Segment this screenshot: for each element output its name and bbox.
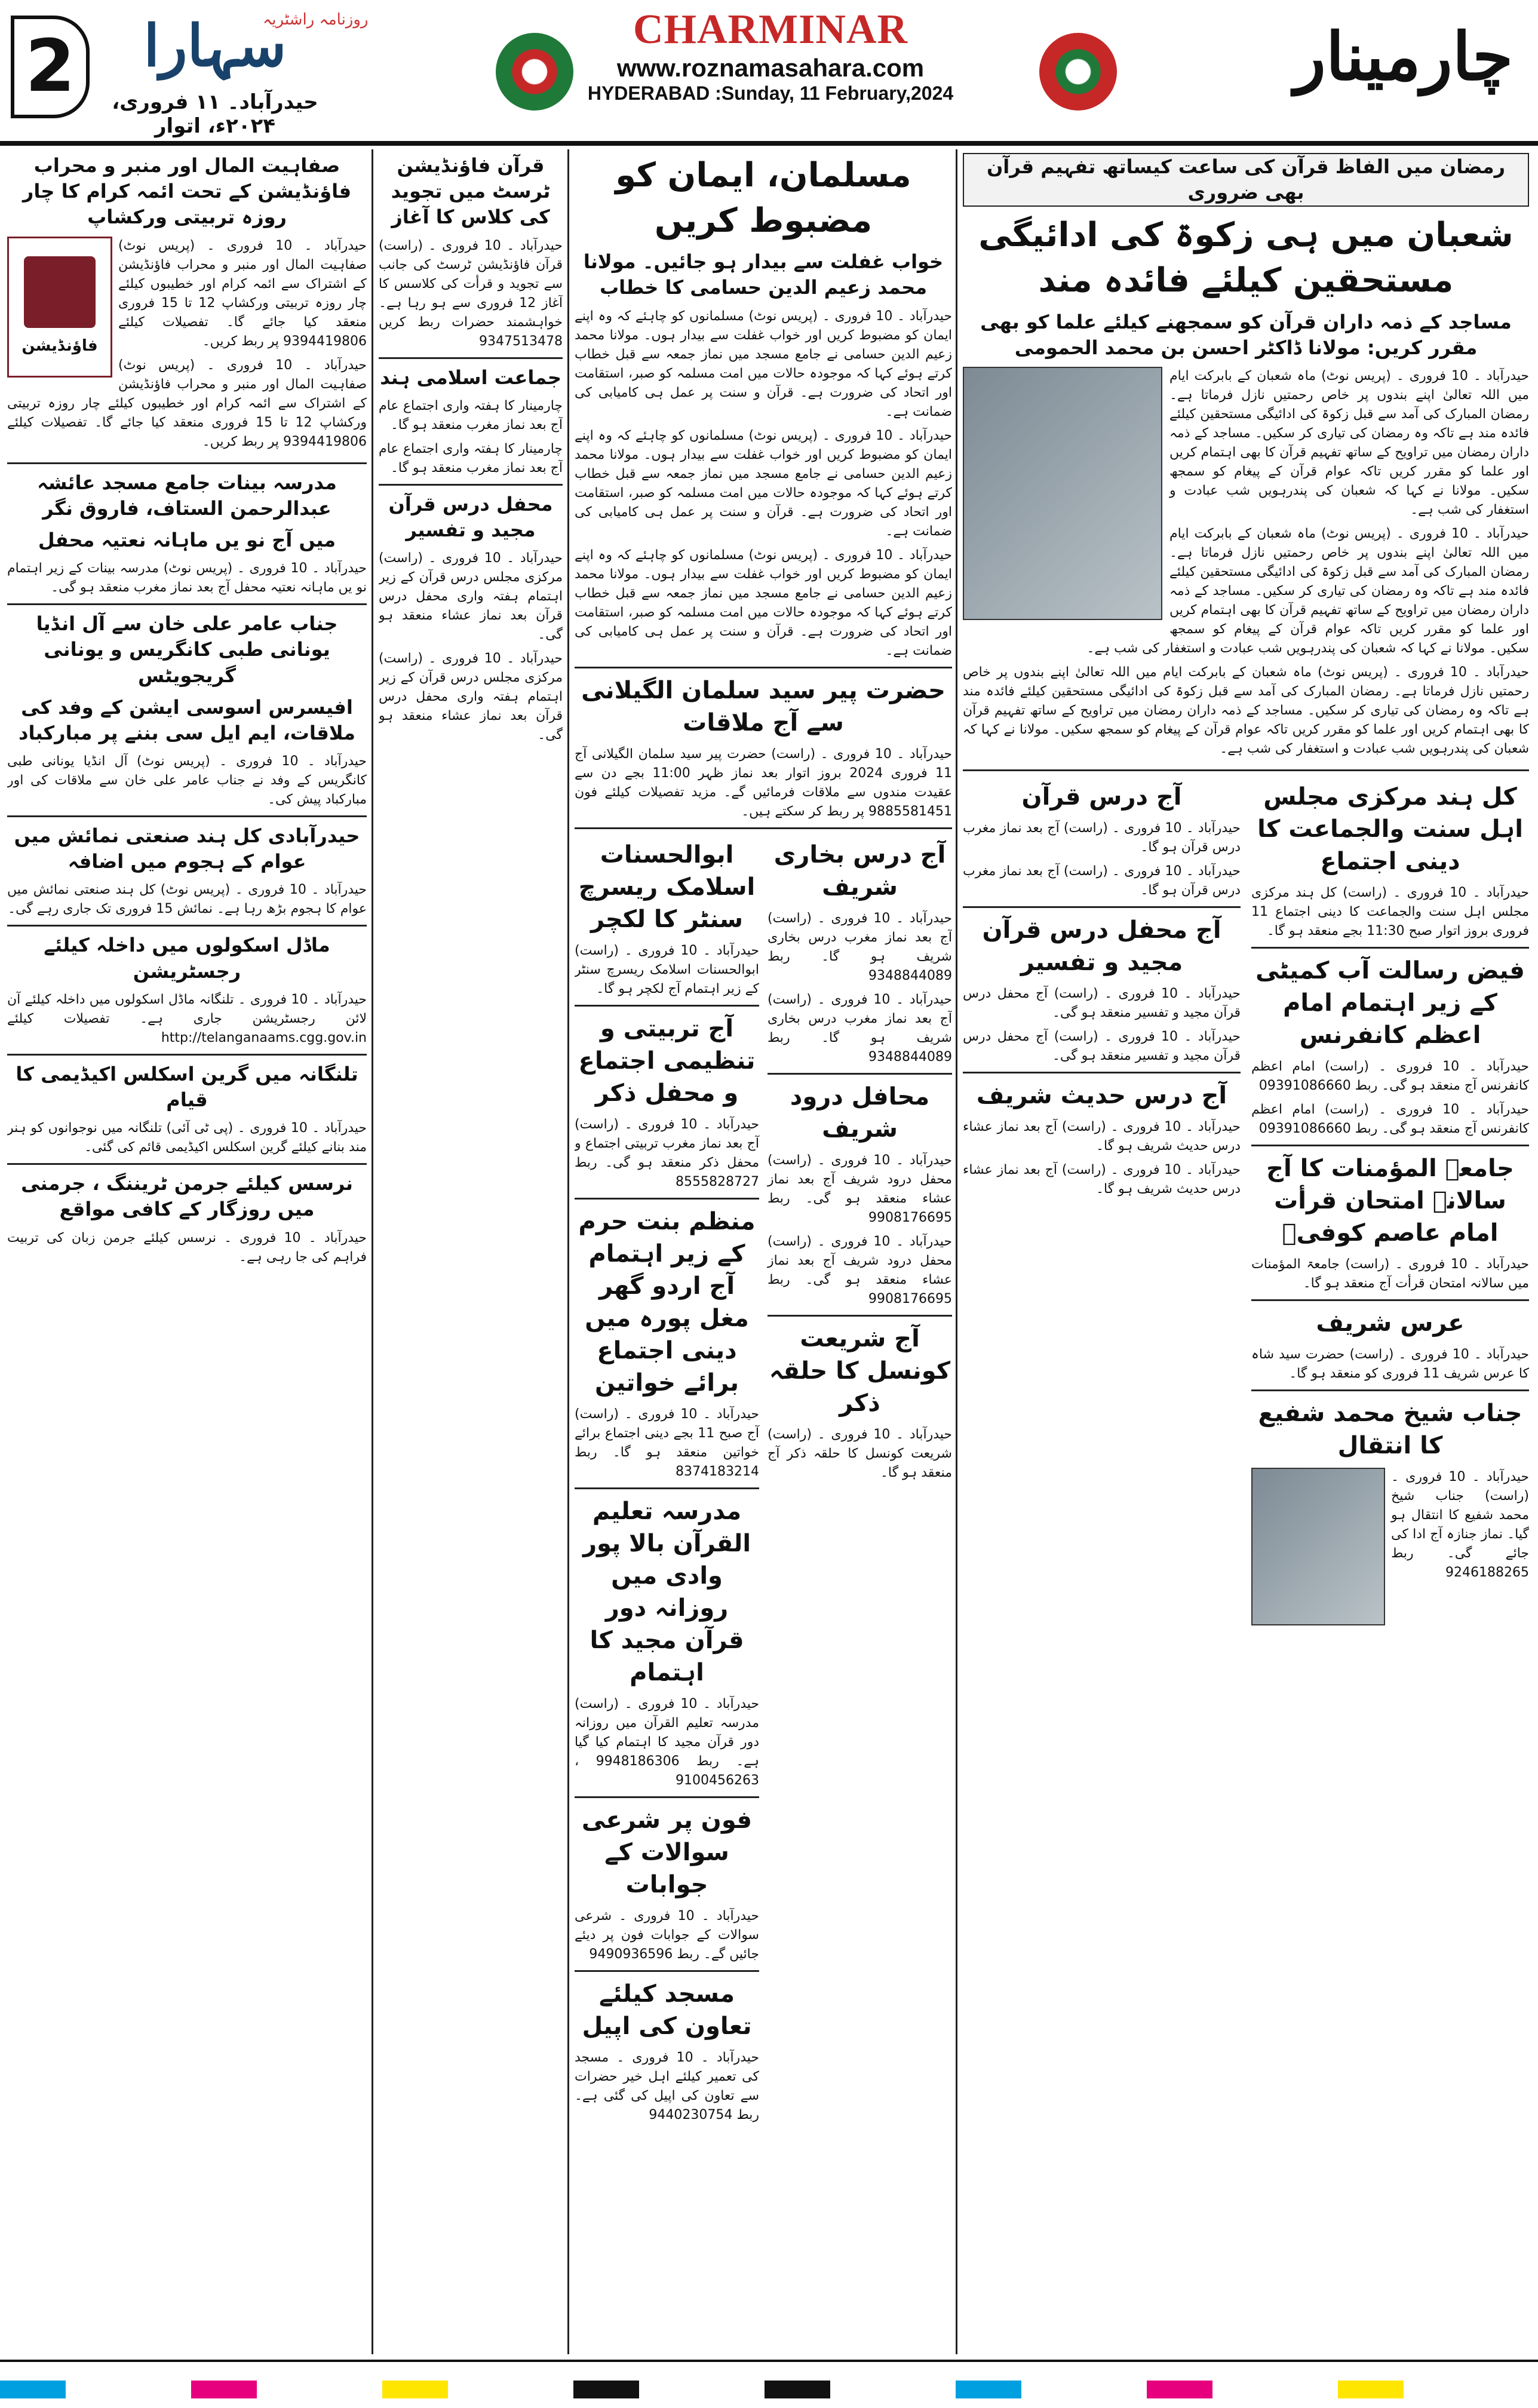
article-body: حیدرآباد ۔ 10 فروری ۔ (راست) جناب شیخ محمد شفیع کا انتقال ہو گیا۔ نماز جنازہ آج ادا کی جائے گی۔ ربط 9246188265 [1391,1469,1529,1580]
column-divider [372,149,373,2354]
sub-column [768,835,952,2130]
section-title-urdu: چارمینار [1294,18,1514,95]
page-number: 2 [11,16,90,118]
headline: شعبان میں ہی زکوۃ کی ادائیگی مستحقین کیلئے فائدہ مند [978,216,1514,300]
article-body: چارمینار کا ہفتہ واری اجتماع عام آج بعد نماز مغرب منعقد ہو گا۔ [379,398,563,432]
separator [963,906,1241,908]
article-body: حیدرآباد ۔ 10 فروری ۔ (راست) آج بعد نماز عشاء درس حدیث شریف ہو گا۔ [963,1162,1241,1197]
masthead [0,0,1538,146]
article-body: حیدرآباد ۔ 10 فروری ۔ (پریس نوٹ) مسلمانوں کو چاہئے کہ وہ اپنے ایمان کو مضبوط کریں اور خواب غفلت سے بیدار ہوں۔ مولانا محمد زعیم الدین حسامی نے جامع مسجد میں نماز جمعہ سے قبل خطاب کرتے ہوئے کہا کہ موجودہ حالات میں امت مسلمہ کو صبر، استقامت اور اتحاد کی ضرورت ہے۔ قرآن و سنت پر عمل ہی کامیابی کی ضمانت ہے۔ [575,547,952,658]
headline: قرآن فاؤنڈیشن ٹرسٹ میں تجوید کی کلاس کا آغاز [391,154,551,229]
subhead: افیسرس اسوسی ایشن کے وفد کی ملاقات، ایم ایل سی بننے پر مبارکباد [19,695,355,744]
headline: کل ہند مرکزی مجلس اہل سنت والجماعت کا دینی اجتماع [1257,783,1523,875]
headline: آج درس قرآن [1021,783,1182,811]
article-body: حیدرآباد ۔ 10 فروری ۔ مسجد کی تعمیر کیلئے اہل خیر حضرات سے تعاون کی اپیل کی گئی ہے۔ ربط 9440230754 [575,2050,759,2122]
subhead: میں آج نو یں ماہانہ نعتیہ محفل [38,528,336,551]
article-body: حیدرآباد ۔ 10 فروری ۔ نرسس کیلئے جرمن زبان کی تربیت فراہم کی جا رہی ہے۔ [7,1230,367,1265]
foundation-ad [7,237,112,378]
column-divider [567,149,569,2354]
separator [575,1796,759,1798]
article-body: حیدرآباد ۔ 10 فروری ۔ (پریس نوٹ) کل ہند صنعتی نمائش میں عوام کا ہجوم بڑھ رہا ہے۔ نمائش 15 فروری تک جاری رہے گی۔ [7,882,367,917]
article-body: حیدرآباد ۔ 10 فروری ۔ (پریس نوٹ) صفاہیت المال اور منبر و محراب فاؤنڈیشن کے اشتراک سے ائمہ کرام اور خطیبوں کیلئے چار روزہ تربیتی ورکشاپ 12 تا 15 فروری منعقد کیا جائے گا۔ تفصیلات کیلئے 9394419806 پر ربط کریں۔ [7,357,367,449]
article-body: حیدرآباد ۔ 10 فروری ۔ (راست) آج محفل درس قرآن مجید و تفسیر منعقد ہو گی۔ [963,1029,1241,1063]
article-body: حیدرآباد ۔ 10 فروری ۔ (راست) محفل درود شریف آج بعد نماز عشاء منعقد ہو گی۔ ربط 9908176695 [768,1152,952,1225]
headline: منظم بنت حرم کے زیر اہتمام آج اردو گھر مغل پورہ میں دینی اجتماع برائے خواتین [578,1207,756,1397]
headline: جماعت اسلامی ہند [380,366,561,389]
separator [575,827,952,829]
article-body: حیدرآباد ۔ 10 فروری ۔ (راست) مرکزی مجلس درس قرآن کے زیر اہتمام ہفتہ واری محفل درس قرآن بعد نماز عشاء منعقد ہو گی۔ [379,651,563,743]
separator [1251,1389,1529,1391]
headline: فیض رسالت آب کمیٹی کے زیر اہتمام امام اعظم کانفرنس [1255,956,1525,1049]
separator [379,357,563,359]
article-body: حیدرآباد ۔ 10 فروری ۔ (راست) آج بعد نماز مغرب درس بخاری شریف ہو گا۔ ربط 9348844089 [768,992,952,1065]
headline: آج درس بخاری شریف [773,841,946,901]
separator [7,925,367,927]
headline: تلنگانہ میں گرین اسکلس اکیڈیمی کا قیام [16,1062,358,1111]
article-body: حیدرآباد ۔ 10 فروری ۔ (راست) حضرت سید شاہ کا عرس شریف 11 فروری کو منعقد ہو گا۔ [1251,1346,1529,1381]
center-masthead [585,6,956,105]
color-swatch [1338,2381,1404,2398]
masthead-rule [0,141,1538,146]
article-body: حیدرآباد ۔ 10 فروری ۔ (پی ٹی آئی) تلنگانہ میں نوجوانوں کو ہنر مند بنانے کیلئے گرین اسکلس اکیڈیمی قائم کی گئی۔ [7,1121,367,1155]
headline: نرسس کیلئے جرمن ٹریننگ ، جرمنی میں روزگار کے کافی مواقع [21,1172,353,1221]
headline: حیدرآبادی کل ہند صنعتی نمائش میں عوام کے ہجوم میں اضافہ [14,824,360,873]
article-body: حیدرآباد ۔ 10 فروری ۔ شرعی سوالات کے جوابات فون پر دیئے جائیں گے۔ ربط 9490936596 [575,1908,759,1962]
headline: جناب عامر علی خان سے آل انڈیا یونانی طبی کانگریس و یونانی گریجویٹس [36,612,338,687]
column-narrow [379,149,563,2354]
separator [7,603,367,605]
headline: ابوالحسنات اسلامک ریسرچ سنٹر کا لکچر [578,841,756,933]
column-divider [956,149,957,2354]
separator [379,484,563,486]
headline: محفل درس قرآن مجید و تفسیر [388,492,553,541]
headline: حضرت پیر سید سلمان الگیلانی سے آج ملاقات [581,676,945,737]
sub-column [963,777,1241,1630]
separator [768,1315,952,1317]
article-body: حیدرآباد ۔ 10 فروری ۔ (راست) آج صبح 11 بجے دینی اجتماع برائے خواتین منعقد ہو گا۔ ربط 8374183214 [575,1406,760,1479]
newspaper-logo: سہارا [143,12,287,79]
sub-column [1251,777,1529,1630]
dateline-english: HYDERABAD :Sunday, 11 February,2024 [587,82,954,104]
article-body: چارمینار کا ہفتہ واری اجتماع عام آج بعد نماز مغرب منعقد ہو گا۔ [379,441,563,476]
color-swatch [382,2381,448,2398]
article-body: حیدرآباد ۔ 10 فروری ۔ (راست) مدرسہ تعلیم القرآن میں روزانہ دور قرآن مجید کا اہتمام کیا گیا ہے۔ ربط 9948186306 ، 9100456263 [575,1696,759,1788]
headline: فون پر شرعی سوالات کے جوابات [581,1806,753,1898]
headline: آج محفل درس قرآن مجید و تفسیر [982,916,1221,976]
obituary-photo [1251,1468,1385,1625]
headline: مسلمان، ایمان کو مضبوط کریں [615,156,911,240]
article-body: حیدرآباد ۔ 10 فروری ۔ (پریس نوٹ) صفاہیت المال اور منبر و محراب فاؤنڈیشن کے اشتراک سے ائمہ کرام اور خطیبوں کیلئے چار روزہ تربیتی ورکشاپ 12 تا 15 فروری منعقد کیا جائے گا۔ تفصیلات کیلئے 9394419806 پر ربط کریں۔ [118,238,367,349]
article-body: حیدرآباد ۔ 10 فروری ۔ (راست) آج بعد نماز مغرب درس بخاری شریف ہو گا۔ ربط 9348844089 [768,910,952,983]
ad-label: فاؤنڈیشن [22,336,98,355]
article-body: حیدرآباد ۔ 10 فروری ۔ (راست) آج بعد نماز مغرب تربیتی اجتماع و محفل ذکر منعقد ہو گی۔ ربط 8555828727 [575,1116,759,1189]
article-body: حیدرآباد ۔ 10 فروری ۔ (راست) امام اعظم کانفرنس آج منعقد ہو گی۔ ربط 09391086660 [1251,1102,1529,1136]
article-body: حیدرآباد ۔ 10 فروری ۔ (پریس نوٹ) ماہ شعبان کے بابرکت ایام میں اللہ تعالیٰ اپنے بندوں پر خاص رحمتیں نازل فرماتا ہے۔ رمضان المبارک کی آمد سے قبل زکوۃ کی ادائیگی مستحقین کیلئے فائدہ مند ہے تاکہ وہ رمضان کی تیاری کر سکیں۔ مساجد کے ذمہ داران رمضان میں تراویح کے ساتھ تفہیم قرآن کا بھی اہتمام کریں اور علما کو مقرر کریں تاکہ عوام قرآن کے پیغام کو سمجھ سکیں۔ مولانا نے کہا کہ شعبان کی پندرہویں شب عبادت و استغفار کی شب ہے۔ [1169,368,1529,517]
headline: مدرسہ تعلیم القرآن بالا پور وادی میں روزانہ دور قرآن مجید کا اہتمام [582,1497,751,1686]
headline: محافل درود شریف [790,1082,930,1143]
dateline-urdu: حیدرآباد۔ ۱۱ فروری، ۲۰۲۴ء، اتوار [112,90,318,138]
article-body: حیدرآباد ۔ 10 فروری ۔ (راست) آج محفل درس قرآن مجید و تفسیر منعقد ہو گی۔ [963,986,1241,1020]
separator [7,815,367,817]
headline: عرس شریف [1316,1309,1465,1337]
separator [575,1970,759,1972]
column-left [7,149,367,2354]
separator [575,1487,759,1489]
article-body: حیدرآباد ۔ 10 فروری ۔ (پریس نوٹ) مسلمانوں کو چاہئے کہ وہ اپنے ایمان کو مضبوط کریں اور خواب غفلت سے بیدار ہوں۔ مولانا محمد زعیم الدین حسامی نے جامع مسجد میں نماز جمعہ سے قبل خطاب کرتے ہوئے کہا کہ موجودہ حالات میں امت مسلمہ کو صبر، استقامت اور اتحاد کی ضرورت ہے۔ قرآن و سنت پر عمل ہی کامیابی کی ضمانت ہے۔ [575,428,952,539]
foundation-logo-icon [24,256,96,328]
color-swatch [573,2381,639,2398]
emblem-icon [1039,33,1117,111]
subhead: خواب غفلت سے بیدار ہو جائیں۔ مولانا محمد زعیم الدین حسامی کا خطاب [583,250,944,299]
footer-rule [0,2360,1538,2362]
article-body: حیدرآباد ۔ 10 فروری ۔ (راست) کل ہند مرکزی مجلس اہل سنت والجماعت کا دینی اجتماع 11 فروری بروز اتوار صبح 11:30 بجے منعقد ہو گا۔ [1251,885,1529,938]
brand-tagline: روزنامہ راشٹریہ [263,11,369,29]
headline: مدرسہ بینات جامع مسجد عائشہ عبدالرحمن الستاف، فاروق نگر [37,471,337,520]
article-body: حیدرآباد ۔ 10 فروری ۔ (پریس نوٹ) ماہ شعبان کے بابرکت ایام میں اللہ تعالیٰ اپنے بندوں پر خاص رحمتیں نازل فرماتا ہے۔ رمضان المبارک کی آمد سے قبل زکوۃ کی ادائیگی مستحقین کیلئے فائدہ مند ہے تاکہ وہ رمضان کی تیاری کر سکیں۔ مساجد کے ذمہ داران رمضان میں تراویح کے ساتھ تفہیم قرآن کا بھی اہتمام کریں اور علما کو مقرر کریں تاکہ عوام قرآن کے پیغام کو سمجھ سکیں۔ مولانا نے کہا کہ شعبان کی پندرہویں شب عبادت و استغفار کی شب ہے۔ [1086,526,1529,656]
separator [575,1198,759,1200]
column-right [963,149,1529,2354]
color-swatch [1147,2381,1212,2398]
article-body: حیدرآباد ۔ 10 فروری ۔ (پریس نوٹ) ماہ شعبان کے بابرکت ایام میں اللہ تعالیٰ اپنے بندوں پر خاص رحمتیں نازل فرماتا ہے۔ رمضان المبارک کی آمد سے قبل زکوۃ کی ادائیگی مستحقین کیلئے فائدہ مند ہے تاکہ وہ رمضان کی تیاری کر سکیں۔ مساجد کے ذمہ داران رمضان میں تراویح کے ساتھ تفہیم قرآن کا بھی اہتمام کریں اور علما کو مقرر کریں تاکہ عوام قرآن کے پیغام کو سمجھ سکیں۔ مولانا نے کہا کہ شعبان کی پندرہویں شب عبادت و استغفار کی شب ہے۔ [963,664,1529,756]
article-body: حیدرآباد ۔ 10 فروری ۔ (پریس نوٹ) آل انڈیا یونانی طبی کانگریس کے وفد نے جناب عامر علی خان سے ملاقات کی اور مبارکباد پیش کی۔ [7,754,367,808]
kicker: رمضان میں الفاظ قرآن کی ساعت کیساتھ تفہیم قرآن بھی ضروری [963,153,1529,207]
print-color-bar [0,2381,1538,2398]
section-title-english: CHARMINAR [633,7,908,53]
separator [575,667,952,668]
separator [575,1005,759,1007]
website-url[interactable]: www.roznamasahara.com [616,54,925,82]
article-body: حیدرآباد ۔ 10 فروری ۔ (راست) مرکزی مجلس درس قرآن کے زیر اہتمام ہفتہ واری محفل درس قرآن بعد نماز عشاء منعقد ہو گی۔ [379,551,563,643]
article-body: حیدرآباد ۔ 10 فروری ۔ (راست) جامعۃ المؤمنات میں سالانہ امتحان قرأت آج منعقد ہو گا۔ [1251,1256,1529,1291]
column-center [575,149,952,2354]
color-swatch [0,2381,66,2398]
article-body: حیدرآباد ۔ 10 فروری ۔ (پریس نوٹ) مدرسہ بینات کے زیر اہتمام نو یں ماہانہ نعتیہ محفل آج بعد نماز مغرب منعقد ہو گی۔ [7,561,367,596]
separator [963,769,1529,771]
article-body: حیدرآباد ۔ 10 فروری ۔ (پریس نوٹ) مسلمانوں کو چاہئے کہ وہ اپنے ایمان کو مضبوط کریں اور خواب غفلت سے بیدار ہوں۔ مولانا محمد زعیم الدین حسامی نے جامع مسجد میں نماز جمعہ سے قبل خطاب کرتے ہوئے کہا کہ موجودہ حالات میں امت مسلمہ کو صبر، استقامت اور اتحاد کی ضرورت ہے۔ قرآن و سنت پر عمل ہی کامیابی کی ضمانت ہے۔ [575,308,952,419]
article-body: حیدرآباد ۔ 10 فروری ۔ (راست) قرآن فاؤنڈیشن ٹرسٹ کی جانب سے تجوید و قرأت کی کلاسس کا آغاز 12 فروری سے ہو رہا ہے۔ خواہشمند حضرات ربط کریں 9347513478 [379,238,563,349]
color-swatch [191,2381,257,2398]
headline: صفاہیت المال اور منبر و محراب فاؤنڈیشن کے تحت ائمہ کرام کا چار روزہ تربیتی ورکشاپ [22,154,352,229]
sub-column [575,835,759,2130]
article-body: حیدرآباد ۔ 10 فروری ۔ تلنگانہ ماڈل اسکولوں میں داخلہ کیلئے آن لائن رجسٹریشن جاری ہے۔ تفصیلات کیلئے http://telanganaams.cgg.gov.in [7,992,367,1045]
emblem-icon [496,33,573,111]
color-swatch [956,2381,1021,2398]
headline: آج درس حدیث شریف [976,1081,1227,1109]
separator [7,1054,367,1056]
headline: ماڈل اسکولوں میں داخلہ کیلئے رجسٹریشن [44,934,330,983]
article-body: حیدرآباد ۔ 10 فروری ۔ (راست) شریعت کونسل کا حلقہ ذکر آج منعقد ہو گا۔ [768,1427,952,1480]
article-body: حیدرآباد ۔ 10 فروری ۔ (راست) امام اعظم کانفرنس آج منعقد ہو گی۔ ربط 09391086660 [1251,1059,1529,1093]
separator [768,1073,952,1075]
separator [1251,947,1529,949]
article-body: حیدرآباد ۔ 10 فروری ۔ (راست) حضرت پیر سید سلمان الگیلانی آج 11 فروری 2024 بروز اتوار بعد نماز ظہر 11:00 بجے دن سے عقیدت مندوں سے ملاقات فرمائیں گے۔ مزید تفصیلات کیلئے فون 9885581451 پر ربط کر سکتے ہیں۔ [575,746,952,819]
article-body: حیدرآباد ۔ 10 فروری ۔ (راست) آج بعد نماز عشاء درس حدیث شریف ہو گا۔ [963,1119,1241,1154]
separator [7,1163,367,1165]
separator [7,462,367,464]
article-body: حیدرآباد ۔ 10 فروری ۔ (راست) ابوالحسنات اسلامک ریسرچ سنٹر کے زیر اہتمام آج لکچر ہو گا۔ [575,943,759,996]
separator [1251,1299,1529,1301]
article-body: حیدرآباد ۔ 10 فروری ۔ (راست) محفل درود شریف آج بعد نماز عشاء منعقد ہو گی۔ ربط 9908176695 [768,1234,952,1306]
article-photo [963,367,1162,620]
headline: مسجد کیلئے تعاون کی اپیل [582,1980,752,2040]
separator [1251,1145,1529,1146]
headline: جناب شیخ محمد شفیع کا انتقال [1258,1399,1522,1459]
separator [963,1072,1241,1073]
headline: جامعۃ المؤمنات کا آج سالانہ امتحان قرأت امام عاصم کوفیؒ [1266,1154,1514,1247]
color-swatch [765,2381,830,2398]
headline: آج شریعت کونسل کا حلقہ ذکر [769,1324,951,1417]
article-body: حیدرآباد ۔ 10 فروری ۔ (راست) آج بعد نماز مغرب درس قرآن ہو گا۔ [963,820,1241,855]
subhead: مساجد کے ذمہ داران قرآن کو سمجھنے کیلئے علما کو بھی مقرر کریں: مولانا ڈاکٹر احسن بن محمد الحمومی [980,310,1512,359]
article-body: حیدرآباد ۔ 10 فروری ۔ (راست) آج بعد نماز مغرب درس قرآن ہو گا۔ [963,863,1241,898]
headline: آج تربیتی و تنظیمی اجتماع و محفل ذکر [578,1014,756,1107]
